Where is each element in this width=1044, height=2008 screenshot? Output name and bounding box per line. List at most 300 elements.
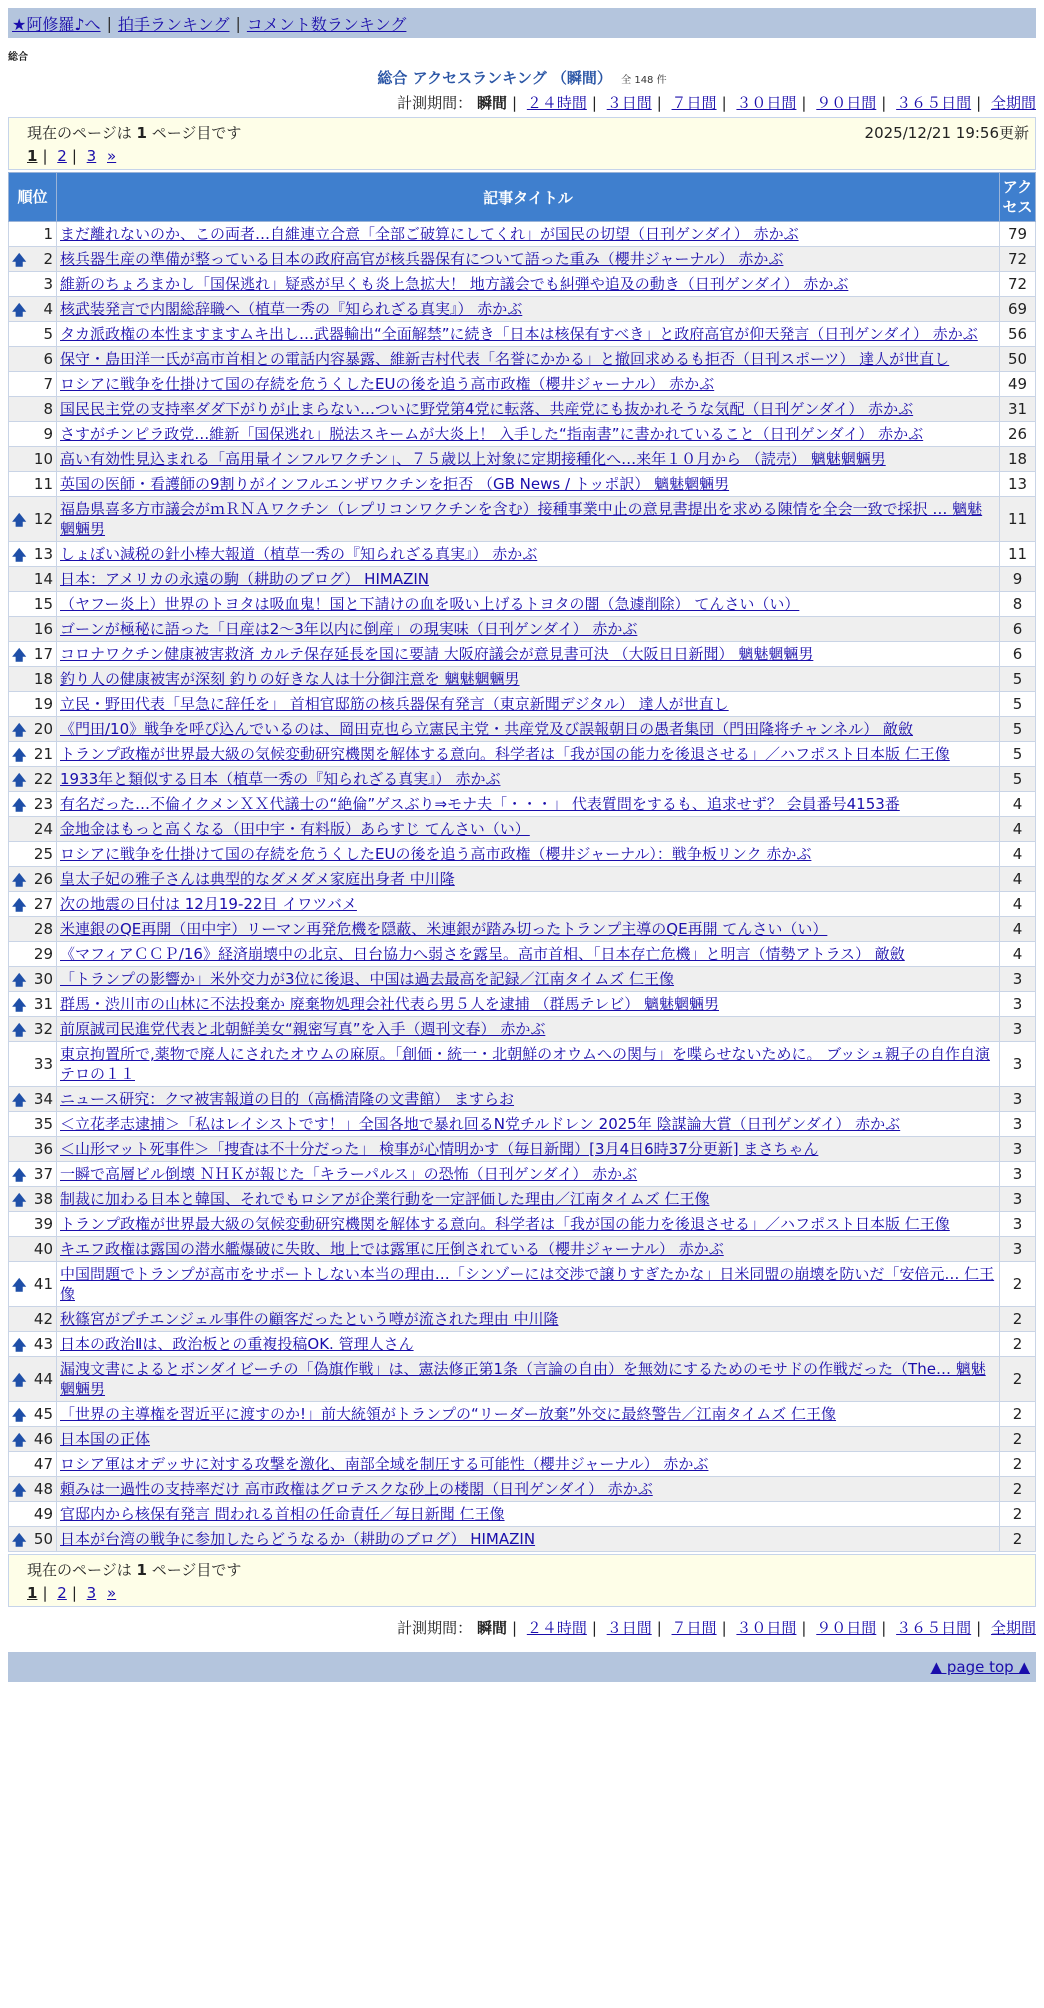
rank-number: 41 [33,1275,53,1293]
rank-number: 21 [33,745,53,763]
access-count: 3 [1000,1187,1036,1212]
rank-number: 1 [43,225,53,243]
article-link[interactable]: 制裁に加わる日本と韓国、それでもロシアが企業行動を一定評価した理由／江南タイムズ 仁王像 [60,1190,710,1208]
rank-number: 38 [33,1190,53,1208]
article-link[interactable]: 有名だった…不倫イクメンＸＸ代議士の“絶倫”ゲスぶり⇒モナ夫「・・・」 代表質問をするも、追求せず？ 会員番号4153番 [60,795,900,813]
rank-number: 16 [33,620,53,638]
access-count: 3 [1000,967,1036,992]
rank-cell [9,1017,57,1042]
rank-number: 3 [43,275,53,293]
title-cell [57,867,1000,892]
title-cell [57,1112,1000,1137]
article-link[interactable]: 高い有効性見込まれる「高用量インフルワクチン」、７５歳以上対象に定期接種化へ…来年１０月から （読売） 魑魅魍魎男 [60,450,886,468]
rank-cell [9,1087,57,1112]
pager-next[interactable]: » [107,147,117,165]
period-current: 瞬間 [476,94,507,112]
footer-bar [8,1652,1036,1682]
title-cell [57,1212,1000,1237]
pager-current: 1 [27,147,38,165]
table-row [9,617,1036,642]
period-90d[interactable]: ９０日間 [816,1619,877,1637]
rank-cell [9,742,57,767]
access-count: 2 [1000,1332,1036,1357]
table-row [9,717,1036,742]
title-cell [57,322,1000,347]
rank-cell [9,942,57,967]
access-count: 5 [1000,667,1036,692]
article-link[interactable]: 日本の政治Ⅱは、政治板との重複投稿OK. 管理人さん [60,1335,414,1353]
rank-cell [9,297,57,322]
article-link[interactable]: 秋篠宮がプチエンジェル事件の顧客だったという噂が流された理由 中川隆 [60,1310,559,1328]
title-cell [57,542,1000,567]
rank-number: 12 [33,510,53,528]
rank-cell [9,792,57,817]
article-link[interactable]: ゴーンが極秘に語った「日産は2～3年以内に倒産」の現実味（日刊ゲンダイ） 赤かぶ [60,620,638,638]
up-arrow-icon: 🡅 [12,1338,27,1354]
access-count: 2 [1000,1427,1036,1452]
title-cell [57,347,1000,372]
up-arrow-icon: 🡅 [12,1193,27,1209]
table-row [9,497,1036,542]
access-count: 4 [1000,917,1036,942]
access-count: 11 [1000,542,1036,567]
period-label: 計測期間： [397,1619,473,1637]
table-row [9,1042,1036,1087]
rank-number: 9 [43,425,53,443]
rank-cell [9,1212,57,1237]
rank-cell [9,1042,57,1087]
access-count: 3 [1000,1087,1036,1112]
rank-number: 28 [33,920,53,938]
access-count: 72 [1000,247,1036,272]
article-link[interactable]: 官邸内から核保有発言 問われる首相の任命責任／毎日新聞 仁王像 [60,1505,505,1523]
title-cell [57,792,1000,817]
access-count: 9 [1000,567,1036,592]
title-cell [57,1262,1000,1307]
article-link[interactable]: 立民・野田代表「早急に辞任を」 首相官邸筋の核兵器保有発言（東京新聞デジタル） 達人が世直し [60,695,729,713]
table-row [9,372,1036,397]
rank-cell [9,1427,57,1452]
rank-cell [9,842,57,867]
rank-cell [9,1357,57,1402]
article-link[interactable]: 前原誠司民進党代表と北朝鮮美女“親密写真”を入手（週刊文春） 赤かぶ [60,1020,546,1038]
period-7d[interactable]: ７日間 [671,94,717,112]
up-arrow-icon: 🡅 [12,648,27,664]
link-ashura-home[interactable]: ★阿修羅♪へ [12,14,101,34]
rank-number: 42 [33,1310,53,1328]
title-cell [57,1042,1000,1087]
table-row [9,1087,1036,1112]
article-link[interactable]: タカ派政権の本性ますますムキ出し…武器輸出“全面解禁”に続き「日本は核保有すべき」と政府高官が仰天発言（日刊ゲンダイ） 赤かぶ [60,325,978,343]
rank-cell [9,1477,57,1502]
article-link[interactable]: 一瞬で高層ビル倒壊 ＮＨＫが報じた「キラーパルス」の恐怖（日刊ゲンダイ） 赤かぶ [60,1165,638,1183]
title-cell [57,397,1000,422]
rank-cell [9,322,57,347]
article-link[interactable]: トランプ政権が世界最大級の気候変動研究機関を解体する意向。科学者は「我が国の能力を後退させる」／ハフポスト日本版 仁王像 [60,745,950,763]
title-cell [57,667,1000,692]
table-row [9,1262,1036,1307]
table-row [9,742,1036,767]
title-cell [57,917,1000,942]
pager-next[interactable]: » [107,1584,117,1602]
article-link[interactable]: ＜立花孝志逮捕＞「私はレイシストです！」全国各地で暴れ回るN党チルドレン 2025年 陰謀論大賞（日刊ゲンダイ） 赤かぶ [60,1115,901,1133]
rank-number: 18 [33,670,53,688]
access-count: 4 [1000,942,1036,967]
article-link[interactable]: 群馬・渋川市の山林に不法投棄か 廃棄物処理会社代表ら男５人を逮捕 （群馬テレビ） 魑魅魍魎男 [60,995,720,1013]
article-link[interactable]: 《門田/10》戦争を呼び込んでいるのは、岡田克也ら立憲民主党・共産党及び誤報朝日の愚者集団（門田隆将チャンネル） 敵斂 [60,720,914,738]
rank-cell [9,567,57,592]
rank-cell [9,1527,57,1552]
article-link[interactable]: コロナワクチン健康被害救済 カルテ保存延長を国に要請 大阪府議会が意見書可決 （大阪日日新聞） 魑魅魍魎男 [60,645,814,663]
current-page-text: 現在のページは 1 ページ目です [27,124,242,142]
up-arrow-icon: 🡅 [12,1373,27,1389]
up-arrow-icon: 🡅 [12,548,27,564]
rank-cell [9,472,57,497]
rank-number: 49 [33,1505,53,1523]
rank-number: 46 [33,1430,53,1448]
access-count: 4 [1000,842,1036,867]
article-link[interactable]: しょぼい減税の針小棒大報道（植草一秀の『知られざる真実』） 赤かぶ [60,545,538,563]
title-cell [57,1017,1000,1042]
rank-number: 29 [33,945,53,963]
period-30d[interactable]: ３０日間 [736,1619,797,1637]
ranking-table [8,172,1036,1552]
article-link[interactable]: 「トランプの影響か」米外交力が3位に後退、中国は過去最高を記録／江南タイムズ 仁王像 [60,970,675,988]
category-label: 総合 [8,52,28,63]
rank-cell [9,1137,57,1162]
article-link[interactable]: 福島県喜多方市議会がｍＲＮＡワクチン（レプリコンワクチンを含む）接種事業中止の意見書提出を求める陳情を全会一致で採択 … 魑魅魍魎男 [60,500,983,538]
title-cell [57,892,1000,917]
access-count: 69 [1000,297,1036,322]
rank-cell [9,617,57,642]
period-selector-top: 計測期間： 瞬間 | ２４時間 | ３日間 | ７日間 | ３０日間 | ９０日間 | ３６５日間 | 全期間 [397,94,1036,112]
table-row [9,1332,1036,1357]
table-row [9,322,1036,347]
table-row [9,667,1036,692]
rank-number: 2 [43,250,53,268]
pager-page-2[interactable]: 2 [57,147,67,165]
access-count: 2 [1000,1502,1036,1527]
rank-number: 15 [33,595,53,613]
title-cell [57,1357,1000,1402]
article-link[interactable]: 中国問題でトランプが高市をサポートしない本当の理由…「シンゾーには交渉で譲りすぎたかな」日米同盟の崩壊を防いだ「安倍元… 仁王像 [60,1265,995,1303]
access-count: 50 [1000,347,1036,372]
access-count: 3 [1000,1212,1036,1237]
title-cell [57,817,1000,842]
rank-number: 50 [33,1530,53,1548]
table-row [9,1502,1036,1527]
rank-number: 40 [33,1240,53,1258]
pager-page-2[interactable]: 2 [57,1584,67,1602]
period-365d[interactable]: ３６５日間 [896,94,972,112]
article-link[interactable]: （ヤフー炎上）世界のトヨタは吸血鬼！国と下請けの血を吸い上げるトヨタの闇（急遽削除） てんさい（い） [60,595,800,613]
up-arrow-icon: 🡅 [12,873,27,889]
table-row [9,297,1036,322]
rank-cell [9,1332,57,1357]
article-link[interactable]: 1933年と類似する日本（植草一秀の『知られざる真実』） 赤かぶ [60,770,501,788]
up-arrow-icon: 🡅 [12,1483,27,1499]
article-link[interactable]: トランプ政権が世界最大級の気候変動研究機関を解体する意向。科学者は「我が国の能力を後退させる」／ハフポスト日本版 仁王像 [60,1215,950,1233]
table-row [9,1527,1036,1552]
article-link[interactable]: まだ離れないのか、この両者…自維連立合意「全部ご破算にしてくれ」が国民の切望（日刊ゲンダイ） 赤かぶ [60,225,799,243]
rank-cell [9,1162,57,1187]
article-link[interactable]: ロシアに戦争を仕掛けて国の存続を危うくしたEUの後を追う高市政権（櫻井ジャーナル）：戦争板リンク 赤かぶ [60,845,812,863]
rank-number: 37 [33,1165,53,1183]
title-cell [57,617,1000,642]
article-link[interactable]: ＜山形マット死事件＞「捜査は不十分だった」 検事が心情明かす（毎日新聞）[3月4日6時37分更新] まさちゃん [60,1140,819,1158]
access-count: 4 [1000,867,1036,892]
rank-number: 44 [33,1370,53,1388]
article-link[interactable]: 頼みは一過性の支持率だけ 高市政権はグロテスクな砂上の楼閣（日刊ゲンダイ） 赤かぶ [60,1480,653,1498]
rank-cell [9,767,57,792]
title-cell [57,1402,1000,1427]
article-link[interactable]: 保守・島田洋一氏が高市首相との電話内容暴露、維新吉村代表「名誉にかかる」と撤回求めるも拒否（日刊スポーツ） 達人が世直し [60,350,950,368]
article-link[interactable]: 漏洩文書によるとボンダイビーチの「偽旗作戦」は、憲法修正第1条（言論の自由）を無効にするためのモサドの作戦だった（The… 魑魅魍魎男 [60,1360,986,1398]
access-count: 3 [1000,1112,1036,1137]
article-link[interactable]: 東京拘置所で,薬物で廃人にされたオウムの麻原。「創価・統一・北朝鮮のオウムへの関与」を喋らせないために。 ブッシュ親子の自作自演テロの１１ [60,1045,990,1083]
pager-page-3[interactable]: 3 [86,147,97,165]
access-count: 5 [1000,767,1036,792]
table-row [9,247,1036,272]
article-link[interactable]: 国民民主党の支持率ダダ下がりが止まらない…ついに野党第4党に転落、共産党にも抜かれそうな気配（日刊ゲンダイ） 赤かぶ [60,400,914,418]
access-count: 3 [1000,1237,1036,1262]
rank-cell [9,372,57,397]
period-24h[interactable]: ２４時間 [526,94,587,112]
rank-number: 8 [43,400,53,418]
pager-current: 1 [27,1584,38,1602]
up-arrow-icon: 🡅 [12,1168,27,1184]
rank-cell [9,967,57,992]
article-link[interactable]: 核武装発言で内閣総辞職へ（植草一秀の『知られざる真実』） 赤かぶ [60,300,523,318]
table-row [9,347,1036,372]
title-cell [57,692,1000,717]
pager-page-3[interactable]: 3 [86,1584,97,1602]
rank-number: 5 [43,325,53,343]
title-cell [57,767,1000,792]
access-count: 2 [1000,1477,1036,1502]
rank-cell [9,817,57,842]
rank-number: 25 [33,845,53,863]
up-arrow-icon: 🡅 [12,998,27,1014]
separator: | [106,13,112,33]
page-info-top [8,117,1036,170]
article-link[interactable]: 「世界の主導権を習近平に渡すのか!」前大統領がトランプの“リーダー放棄”外交に最終警告／江南タイムズ 仁王像 [60,1405,837,1423]
title-cell [57,372,1000,397]
table-row [9,1357,1036,1402]
table-row [9,1017,1036,1042]
rank-number: 48 [33,1480,53,1498]
rank-cell [9,497,57,542]
title-cell [57,497,1000,542]
access-count: 3 [1000,1017,1036,1042]
page-title: 総合 アクセスランキング （瞬間） [377,69,612,87]
article-link[interactable]: 日本国の正体 [60,1430,151,1448]
access-count: 5 [1000,742,1036,767]
table-row [9,1162,1036,1187]
col-count-header: アクセス [1000,173,1036,222]
table-row [9,422,1036,447]
rank-cell [9,667,57,692]
access-count: 72 [1000,272,1036,297]
table-row [9,917,1036,942]
article-link[interactable]: 核兵器生産の準備が整っている日本の政府高官が核兵器保有について語った重み（櫻井ジャーナル） 赤かぶ [60,250,784,268]
rank-cell [9,347,57,372]
period-30d[interactable]: ３０日間 [736,94,797,112]
article-link[interactable]: 英国の医師・看護師の9割りがインフルエンザワクチンを拒否 （GB News / トッポ訳） 魑魅魍魎男 [60,475,730,493]
period-3d[interactable]: ３日間 [606,1619,652,1637]
rank-number: 30 [33,970,53,988]
article-link[interactable]: 日本が台湾の戦争に参加したらどうなるか（耕助のブログ） HIMAZIN [60,1530,536,1548]
title-cell [57,222,1000,247]
rank-cell [9,542,57,567]
title-cell [57,842,1000,867]
access-count: 2 [1000,1452,1036,1477]
table-row [9,842,1036,867]
title-cell [57,1527,1000,1552]
title-cell [57,1307,1000,1332]
table-row [9,967,1036,992]
article-link[interactable]: 次の地震の日付は 12月19-22日 イワツバメ [60,895,357,913]
access-count: 8 [1000,592,1036,617]
col-title-header: 記事タイトル [57,173,1000,222]
rank-cell [9,247,57,272]
article-link[interactable]: 米連銀のQE再開（田中宇）リーマン再発危機を隠蔽、米連銀が踏み切ったトランプ主導のQE再開 てんさい（い） [60,920,828,938]
period-all[interactable]: 全期間 [990,94,1036,112]
period-label: 計測期間： [397,94,473,112]
rank-cell [9,867,57,892]
current-page-text: 現在のページは 1 ページ目です [27,1561,242,1579]
article-link[interactable]: 日本：アメリカの永遠の駒（耕助のブログ） HIMAZIN [60,570,429,588]
article-link[interactable]: キエフ政権は露国の潜水艦爆破に失敗、地上では露軍に圧倒されている（櫻井ジャーナル） 赤かぶ [60,1240,724,1258]
table-row [9,767,1036,792]
access-count: 26 [1000,422,1036,447]
access-count: 3 [1000,1042,1036,1087]
period-all[interactable]: 全期間 [990,1619,1036,1637]
rank-number: 33 [33,1055,53,1073]
access-count: 13 [1000,472,1036,497]
link-applause-ranking[interactable]: 拍手ランキング [117,14,230,34]
table-row [9,792,1036,817]
title-cell [57,297,1000,322]
access-count: 49 [1000,372,1036,397]
article-link[interactable]: ニュース研究：クマ被害報道の目的（高橋清隆の文書館） ますらお [60,1090,515,1108]
article-link[interactable]: さすがチンピラ政党…維新「国保逃れ」脱法スキームが大炎上！ 入手した“指南書”に書かれていること（日刊ゲンダイ） 赤かぶ [60,425,924,443]
up-arrow-icon: 🡅 [12,303,27,319]
table-row [9,1477,1036,1502]
page-top-link[interactable]: ▲ page top ▲ [930,1658,1030,1676]
article-link[interactable]: 皇太子妃の雅子さんは典型的なダメダメ家庭出身者 中川隆 [60,870,455,888]
access-count: 2 [1000,1262,1036,1307]
rank-number: 22 [33,770,53,788]
rank-cell [9,422,57,447]
access-count: 2 [1000,1527,1036,1552]
title-cell [57,1087,1000,1112]
up-arrow-icon: 🡅 [12,1408,27,1424]
article-link[interactable]: 維新のちょろまかし「国保逃れ」疑惑が早くも炎上急拡大！ 地方議会でも糾弾や追及の動き（日刊ゲンダイ） 赤かぶ [60,275,849,293]
link-comment-ranking[interactable]: コメント数ランキング [246,14,407,34]
period-90d[interactable]: ９０日間 [816,94,877,112]
rank-number: 4 [43,300,53,318]
title-cell [57,1477,1000,1502]
table-row [9,1112,1036,1137]
title-cell [57,1237,1000,1262]
col-rank-header: 順位 [9,173,57,222]
rank-number: 26 [33,870,53,888]
title-cell [57,717,1000,742]
article-link[interactable]: ロシアに戦争を仕掛けて国の存続を危うくしたEUの後を追う高市政権（櫻井ジャーナル） 赤かぶ [60,375,715,393]
table-row [9,867,1036,892]
title-cell [57,967,1000,992]
article-link[interactable]: 釣り人の健康被害が深刻 釣りの好きな人は十分御注意を 魑魅魍魎男 [60,670,520,688]
period-24h[interactable]: ２４時間 [526,1619,587,1637]
rank-cell [9,1112,57,1137]
up-arrow-icon: 🡅 [12,253,27,269]
up-arrow-icon: 🡅 [12,1533,27,1549]
article-link[interactable]: 金地金はもっと高くなる（田中宇・有料版）あらすじ てんさい（い） [60,820,530,838]
up-arrow-icon: 🡅 [12,773,27,789]
title-cell [57,1502,1000,1527]
title-cell [57,942,1000,967]
access-count: 3 [1000,992,1036,1017]
access-count: 4 [1000,892,1036,917]
rank-cell [9,447,57,472]
access-count: 79 [1000,222,1036,247]
title-cell [57,1427,1000,1452]
article-link[interactable]: 《マフィアＣＣＰ/16》経済崩壊中の北京、日台協力へ弱さを露呈。高市首相、「日本存亡危機」と明言（情勢アトラス） 敵斂 [60,945,905,963]
rank-number: 27 [33,895,53,913]
rank-number: 10 [33,450,53,468]
access-count: 2 [1000,1307,1036,1332]
access-count: 2 [1000,1357,1036,1402]
access-count: 5 [1000,692,1036,717]
title-cell [57,992,1000,1017]
up-arrow-icon: 🡅 [12,1023,27,1039]
table-row [9,892,1036,917]
title-cell [57,592,1000,617]
rank-number: 23 [33,795,53,813]
table-row [9,542,1036,567]
rank-cell [9,692,57,717]
table-row [9,222,1036,247]
rank-number: 6 [43,350,53,368]
top-nav-bar [8,8,1036,38]
up-arrow-icon: 🡅 [12,1433,27,1449]
rank-cell [9,992,57,1017]
total-count: 全 148 件 [621,75,667,86]
access-count: 18 [1000,447,1036,472]
page-title-line [8,67,1036,88]
title-cell [57,742,1000,767]
table-row [9,1237,1036,1262]
period-7d[interactable]: ７日間 [671,1619,717,1637]
period-365d[interactable]: ３６５日間 [896,1619,972,1637]
page-info-bottom [8,1554,1036,1607]
separator: | [235,13,241,33]
access-count: 4 [1000,792,1036,817]
title-cell [57,567,1000,592]
table-row [9,1137,1036,1162]
period-3d[interactable]: ３日間 [606,94,652,112]
table-row [9,1427,1036,1452]
title-cell [57,1332,1000,1357]
rank-number: 24 [33,820,53,838]
rank-cell [9,592,57,617]
rank-cell [9,717,57,742]
article-link[interactable]: ロシア軍はオデッサに対する攻撃を激化、南部全域を制圧する可能性（櫻井ジャーナル） 赤かぶ [60,1455,709,1473]
rank-number: 43 [33,1335,53,1353]
table-row [9,1307,1036,1332]
table-row [9,1402,1036,1427]
